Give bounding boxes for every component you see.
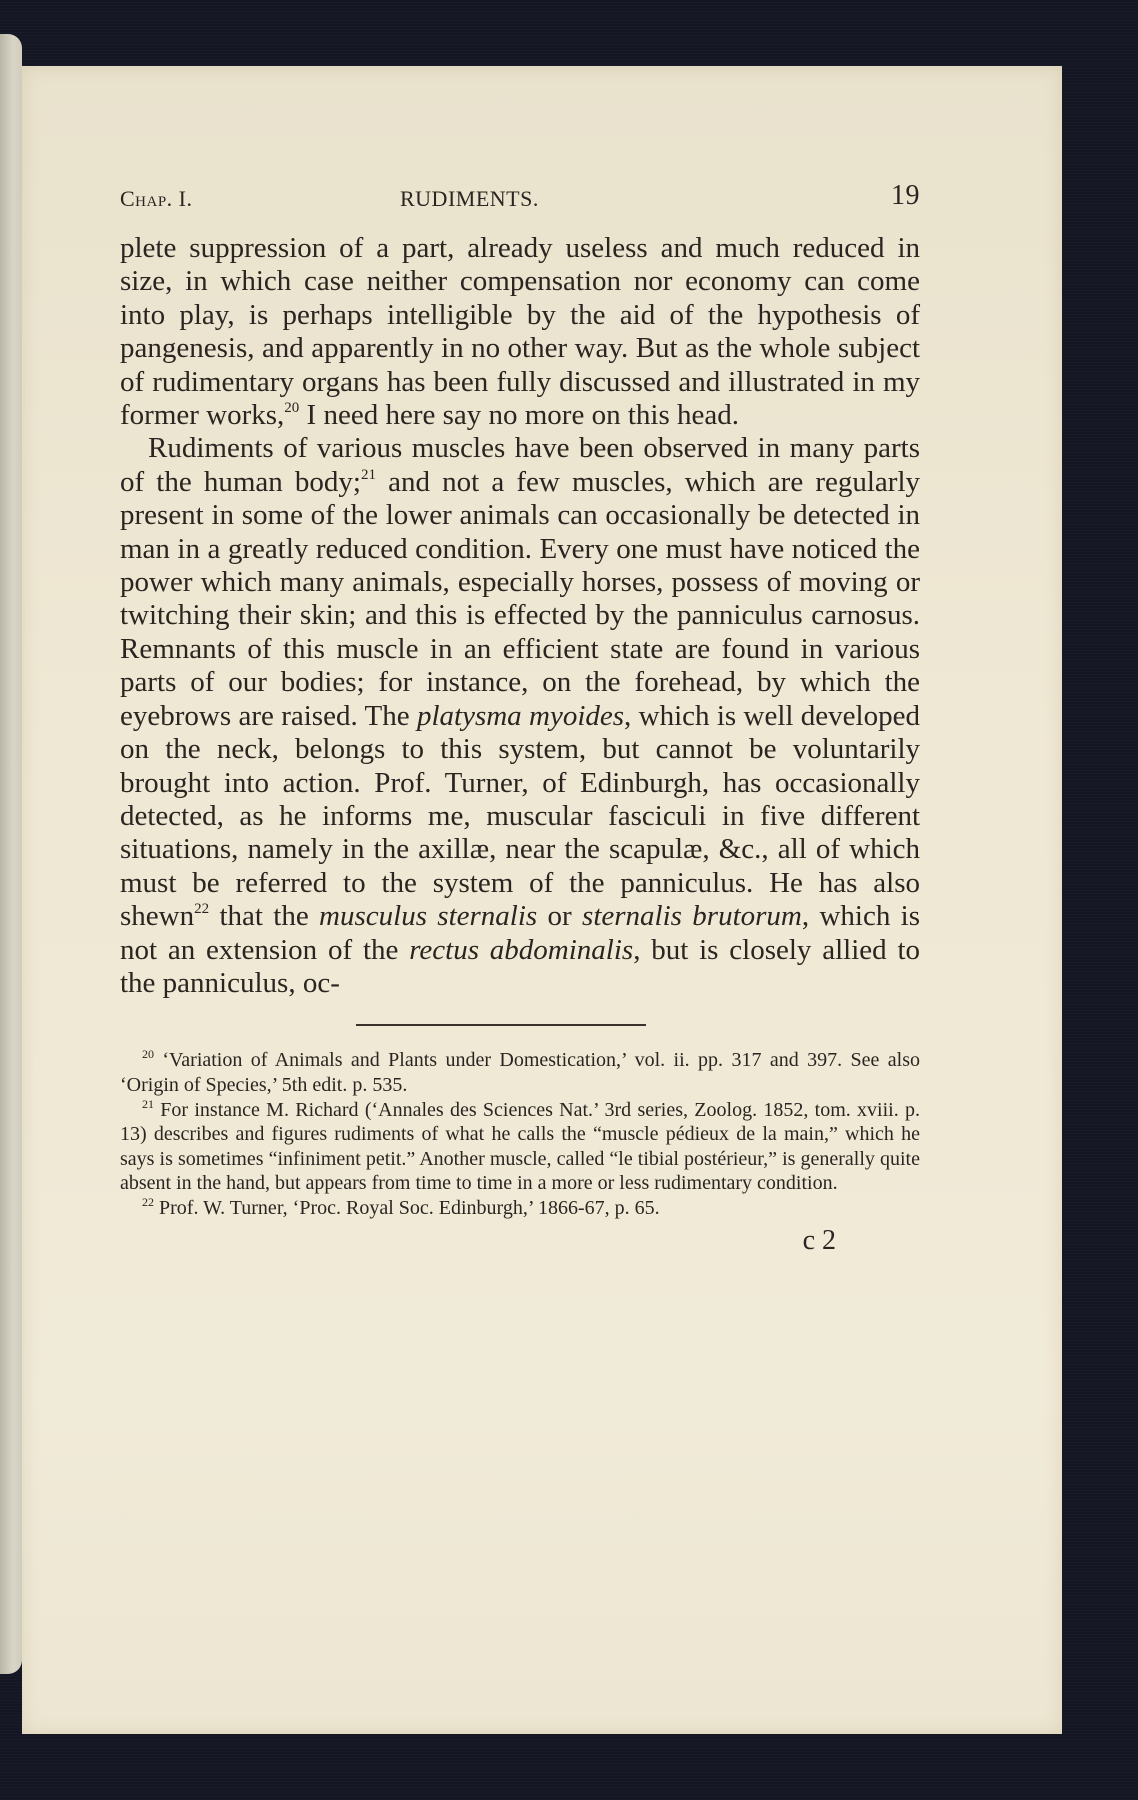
footnote-ref-21[interactable]: 21 xyxy=(361,466,376,483)
text-run: , which is not an extension of the xyxy=(120,900,920,966)
footnote-20 xyxy=(120,1048,920,1097)
previous-page-edge xyxy=(0,34,22,1674)
text-run: , which is well developed on the neck, belongs to this system, but cannot be voluntarily brought into action. Prof. Turner, of Edinburgh, has occasionally detected, as he informs me, muscular fasciculi in five different situations, namely in the axillæ, near the scapulæ, &c., all of which must be referred to the system of the panniculus. He has also shewn xyxy=(120,699,920,933)
footnote-number: 22 xyxy=(142,1194,154,1209)
text-run: , but is closely allied to the panniculus, oc- xyxy=(120,933,920,999)
running-head xyxy=(120,180,920,220)
footnote-ref-20[interactable]: 20 xyxy=(284,400,300,417)
chapter-label: Chap. I. xyxy=(120,186,193,211)
paragraph-1 xyxy=(120,232,920,432)
text-run: I need here say no more on this head. xyxy=(299,399,739,432)
footnote-ref-22[interactable]: 22 xyxy=(194,901,210,918)
body-text xyxy=(120,232,920,1000)
text-run: or xyxy=(537,900,583,933)
footnote-text: ‘Variation of Animals and Plants under Domestication,’ vol. ii. pp. 317 and 397. See also ‘Origin of Species,’ 5th edit. p. 535. xyxy=(120,1049,920,1096)
footnote-number: 20 xyxy=(142,1047,154,1062)
text-run: and not a few muscles, which are regularly present in some of the lower animals can occasionally be detected in man in a greatly reduced condition. Every one must have noticed the power which many animals, especially horses, possess of moving or twitching their skin; and this is effected by the panniculus carnosus. Remnants of this muscle in an efficient state are found in various parts of our bodies; for instance, on the forehead, by which the eyebrows are raised. The xyxy=(120,465,920,732)
text-run: plete suppression of a part, already useless and much reduced in size, in which case neither compensation nor economy can come into play, is perhaps intelligible by the aid of the hypothesis of pangenesis, and apparently in no other way. But as the whole subject of rudimentary organs has been fully discussed and illustrated in my former works, xyxy=(120,232,920,432)
paragraph-2 xyxy=(120,432,920,1000)
running-title: RUDIMENTS. xyxy=(400,186,539,211)
footnote-21 xyxy=(120,1098,920,1196)
footnote-text: For instance M. Richard (‘Annales des Sciences Nat.’ 3rd series, Zoolog. 1852, tom. xviii. p. 13) describes and figures rudiments of what he calls the “muscle pédieux de la main,” which he says is sometimes “infiniment petit.” Another muscle, called “le tibial postérieur,” is generally quite absent in the hand, but appears from time to time in a more or less rudimentary condition. xyxy=(120,1098,920,1195)
footnote-divider xyxy=(356,1024,646,1026)
text-run: that the xyxy=(209,900,320,933)
italic-term: rectus abdominalis xyxy=(409,933,634,966)
footnote-22 xyxy=(120,1196,920,1221)
italic-term: musculus sternalis xyxy=(319,900,538,933)
italic-term: platysma myoides xyxy=(416,699,625,732)
signature-mark: c 2 xyxy=(802,1224,836,1256)
text-run: Rudiments of various muscles have been observed in many parts of the human body; xyxy=(120,432,920,498)
footnote-number: 21 xyxy=(142,1096,154,1111)
footnotes xyxy=(120,1048,920,1220)
page-number: 19 xyxy=(891,180,920,211)
footnote-text: Prof. W. Turner, ‘Proc. Royal Soc. Edinburgh,’ 1866-67, p. 65. xyxy=(154,1196,660,1219)
italic-term: sternalis brutorum xyxy=(582,900,802,933)
page-content xyxy=(120,180,920,1257)
book-page xyxy=(22,66,1062,1734)
